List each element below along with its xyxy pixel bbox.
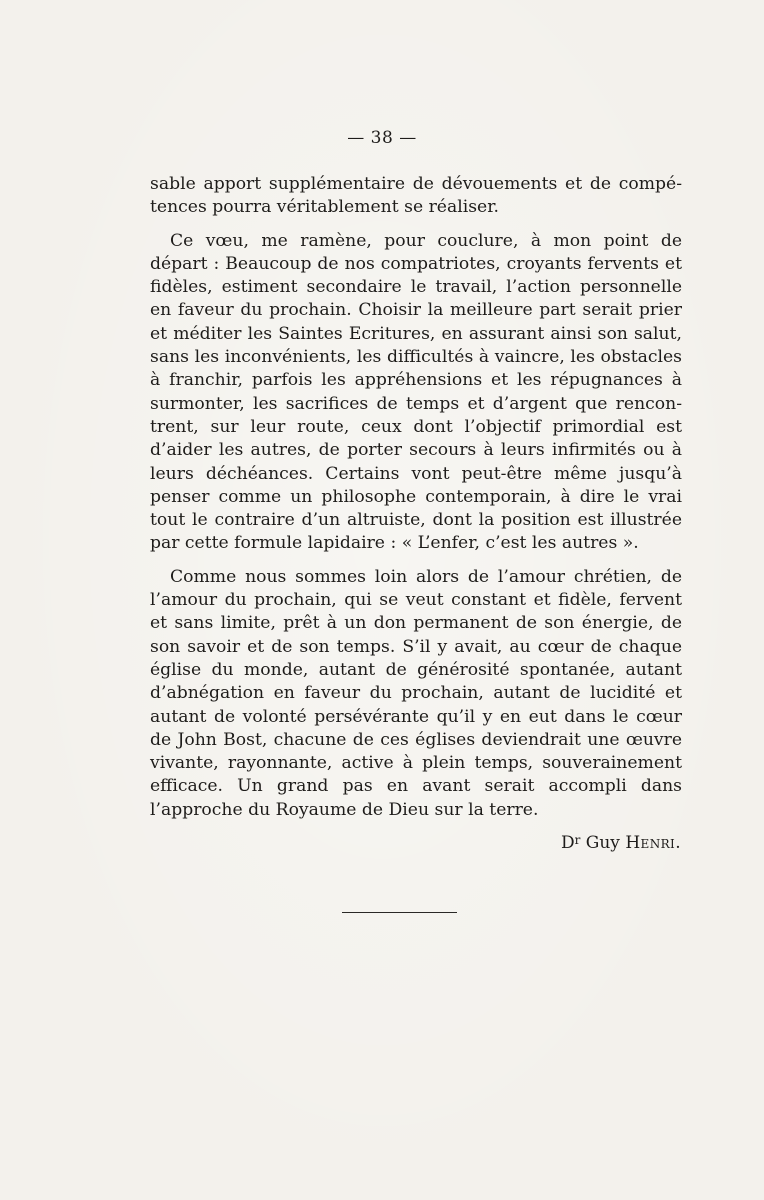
paragraph: Ce vœu, me ramène, pour couclure, à mon point de départ : Beaucoup de nos compatriotes, croyants fervents et fidèles, estiment secondaire le travail, l’action personnelle en faveur du prochain. Choisir la meilleure part serait prier et méditer les Saintes Ecritures, en assurant ainsi son salut, sans les inconvénients, les difficultés à vaincre, les obstacles à franchir, parfois les appréhensions et les répugnances à surmonter, les sacrifices de temps et d’argent que rencontrent, sur leur route, ceux dont l’objectif primordial est d’aider les autres, de porter secours à leurs infirmités ou à leurs déchéances. Certains vont peut-être même jusqu’à penser comme un philosophe contemporain, à dire le vrai tout le contraire d’un altruiste, dont la position est illustrée par cette formule lapidaire : « L’enfer, c’est les autres ».	[150, 230, 682, 554]
signature-first-name: Guy	[585, 833, 620, 853]
author-signature	[561, 833, 681, 853]
body-text	[150, 173, 682, 832]
signature-surname: Henri.	[625, 833, 681, 853]
paragraph-continued: sable apport supplémentaire de dévouements et de compétences pourra véritablement se réaliser.	[150, 174, 682, 218]
signature-title: $D^r$	[560, 833, 581, 853]
signature-title-superscript: r	[574, 833, 581, 847]
paragraph: Comme nous sommes loin alors de l’amour chrétien, de l’amour du prochain, qui se veut constant et fidèle, fervent et sans limite, prêt à un don permanent de son énergie, de son savoir et de son temps. S’il y avait, au cœur de chaque église du monde, autant de générosité spontanée, autant d’abnégation en faveur du prochain, autant de lucidité et autant de volonté persévérante qu’il y en eut dans le cœur de John Bost, chacune de ces églises deviendrait une œuvre vivante, rayonnante, active à plein temps, souverainement efficace. Un grand pas en avant serait accompli dans l’approche du Royaume de Dieu sur la terre.	[150, 566, 682, 820]
end-rule-divider	[342, 912, 457, 913]
page-number: — 38 —	[347, 128, 417, 148]
